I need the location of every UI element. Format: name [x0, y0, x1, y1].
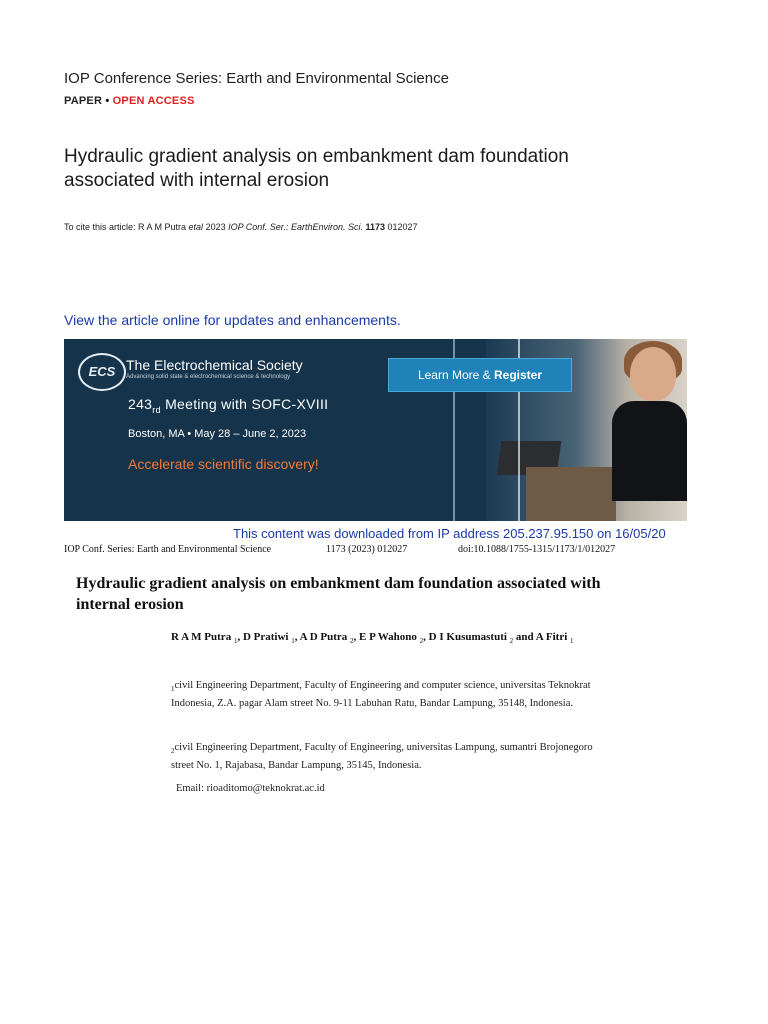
podium-graphic	[526, 467, 616, 521]
cta-bold: Register	[494, 368, 543, 382]
article-title: Hydraulic gradient analysis on embankment dam foundation associated with internal erosion	[76, 575, 601, 613]
affiliation-number: 1	[171, 685, 175, 694]
affiliation-text: civil Engineering Department, Faculty of Engineering, universitas Lampung, sumantri Brojonegoro street No. 1, Rajabasa, Bandar Lampung, 35145, Indonesia.	[171, 742, 593, 771]
paper-label: PAPER	[64, 95, 103, 107]
author-affiliation-mark: 2	[509, 637, 514, 646]
author-affiliation-mark: 1	[570, 637, 574, 646]
author-name: R A M Putra	[171, 631, 234, 643]
citation-etal: etal	[188, 222, 204, 232]
author-list	[171, 630, 631, 649]
author-name: and A Fitri	[513, 631, 571, 643]
citation-journal: IOP Conf. Ser.: EarthEnviron. Sci.	[228, 222, 363, 232]
running-head-journal: IOP Conf. Series: Earth and Environmental Science	[64, 544, 272, 555]
presenter-body-graphic	[612, 401, 687, 501]
author-name: , E P Wahono	[353, 631, 420, 643]
open-access-label: OPEN ACCESS	[112, 95, 195, 107]
author-affiliation-mark: 1	[233, 637, 238, 646]
presenter-head-graphic	[630, 347, 676, 401]
running-head-doi: doi:10.1088/1755-1315/1173/1/012027	[458, 544, 616, 555]
learn-more-register-button[interactable]	[388, 358, 572, 392]
author-name: , D Pratiwi	[237, 631, 292, 643]
journal-series: IOP Conference Series: Earth and Environmental Science	[64, 70, 449, 87]
society-tagline: Advancing solid state & electrochemical science & technology	[126, 374, 291, 380]
access-badge	[64, 95, 195, 107]
ecs-logo-icon: ECS	[78, 353, 126, 391]
citation-prefix: To cite this article: R A M Putra	[64, 222, 189, 232]
author-affiliation-mark: 2	[419, 637, 424, 646]
author-name: , D I Kusumastuti	[423, 631, 510, 643]
citation-volume: 1173	[362, 222, 386, 232]
meeting-rest: Meeting with SOFC-XVIII	[160, 396, 329, 412]
author-affiliation-mark: 2	[350, 637, 354, 646]
affiliation-1	[171, 679, 611, 711]
running-head-volume: 1173 (2023) 012027	[326, 544, 408, 555]
download-notice: This content was downloaded from IP address 205.237.95.150 on 16/05/20	[233, 526, 666, 541]
affiliation-2	[171, 741, 611, 773]
affiliation-text: civil Engineering Department, Faculty of Engineering and computer science, universitas Teknokrat Indonesia, Z.A. pagar Alam street No. 9-11 Labuhan Ratu, Bandar Lampung, 35148, Indonesia.	[171, 680, 591, 709]
banner-slogan: Accelerate scientific discovery!	[128, 456, 319, 472]
society-name: The Electrochemical Society	[126, 357, 303, 373]
cta-plain: Learn More &	[417, 368, 494, 382]
badge-separator: •	[102, 95, 113, 107]
view-article-link[interactable]: View the article online for updates and enhancements.	[64, 312, 401, 328]
author-affiliation-mark: 1	[291, 637, 295, 646]
author-name: , A D Putra	[294, 631, 351, 643]
meeting-location: Boston, MA • May 28 – June 2, 2023	[128, 428, 307, 440]
citation	[64, 222, 418, 232]
citation-article: 012027	[385, 222, 418, 232]
citation-year: 2023	[203, 222, 229, 232]
meeting-number: 243	[128, 396, 153, 412]
ecs-banner-ad[interactable]	[64, 339, 687, 521]
affiliation-number: 2	[171, 747, 175, 756]
corresponding-email[interactable]: Email: rioaditomo@teknokrat.ac.id	[176, 783, 325, 794]
meeting-suffix: rd	[152, 404, 161, 415]
cover-title: Hydraulic gradient analysis on embankment dam foundation associated with internal erosion	[64, 146, 569, 191]
meeting-title	[128, 396, 328, 415]
